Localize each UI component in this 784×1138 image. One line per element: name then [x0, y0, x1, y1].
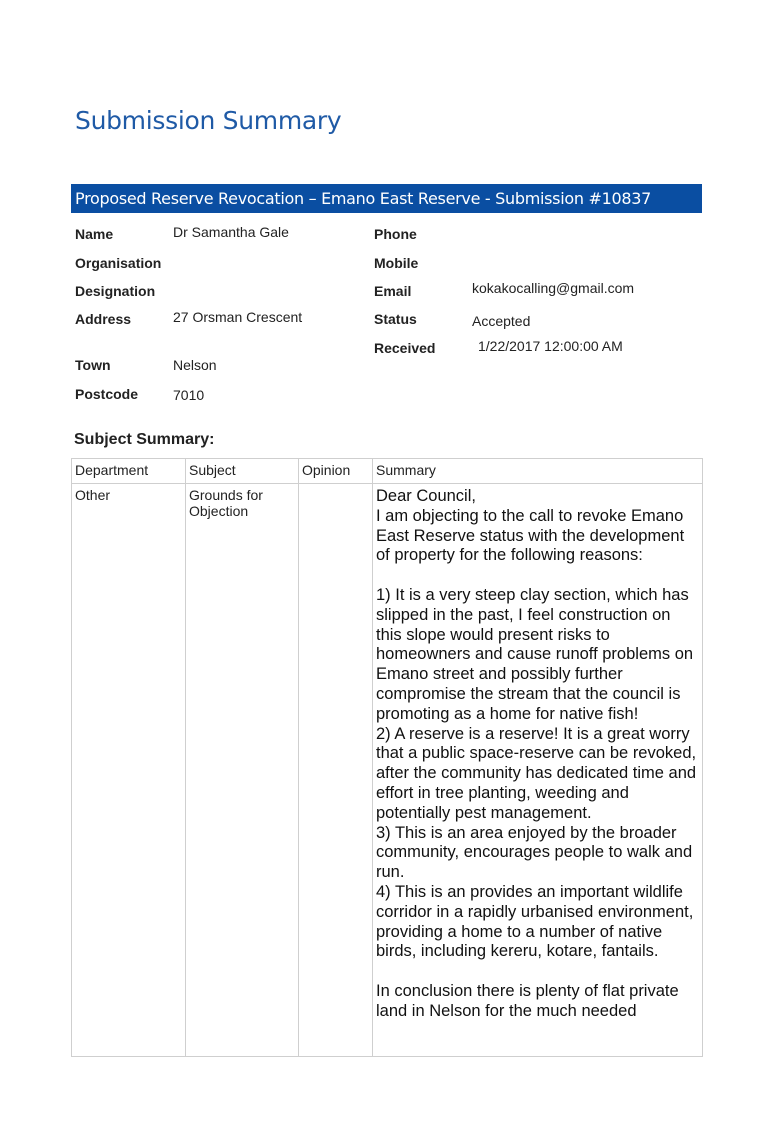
email-label: Email — [374, 283, 412, 299]
postcode-label: Postcode — [75, 386, 139, 402]
mobile-label: Mobile — [374, 255, 419, 271]
opinion-cell — [299, 484, 373, 1057]
email-value: kokakocalling@gmail.com — [472, 280, 635, 296]
address-label: Address — [75, 311, 132, 327]
organisation-label: Organisation — [75, 255, 162, 271]
address-value: 27 Orsman Crescent — [173, 309, 303, 325]
department-cell: Other — [72, 484, 186, 1057]
summary-paragraph: I am objecting to the call to revoke Emano East Reserve status with the development of property for the following reasons: — [376, 506, 685, 565]
town-value: Nelson — [173, 357, 217, 373]
table-header-row — [72, 459, 703, 484]
column-header-subject: Subject — [186, 459, 299, 484]
subject-summary-heading: Subject Summary: — [74, 431, 215, 448]
phone-label: Phone — [374, 226, 417, 242]
received-label: Received — [374, 340, 436, 356]
submission-banner: Proposed Reserve Revocation – Emano East Reserve - Submission #10837 — [71, 184, 702, 213]
paragraph-gap — [376, 962, 699, 982]
summary-paragraph: Dear Council, — [376, 487, 476, 505]
paragraph-gap — [376, 566, 699, 586]
column-header-opinion: Opinion — [299, 459, 373, 484]
subject-cell: Grounds for Objection — [186, 484, 299, 1057]
town-label: Town — [75, 357, 111, 373]
designation-label: Designation — [75, 283, 156, 299]
summary-text — [376, 487, 699, 1053]
status-label: Status — [374, 311, 417, 327]
summary-paragraph: 4) This is an provides an important wildlife corridor in a rapidly urbanised environment, providing a home to a number of native birds, including kereru, kotare, fantails. — [376, 882, 694, 961]
summary-paragraph: In conclusion there is plenty of flat private land in Nelson for the much needed — [376, 981, 679, 1020]
column-header-summary: Summary — [373, 459, 703, 484]
table-row — [72, 484, 703, 1057]
status-value: Accepted — [472, 313, 531, 329]
summary-paragraph: 1) It is a very steep clay section, which has slipped in the past, I feel construction on this slope would present risks to homeowners and cause runoff problems on Emano street and possibly further compromise the stream that the council is promoting as a home for native fish! — [376, 585, 694, 723]
summary-paragraph: 2) A reserve is a reserve! It is a great worry that a public space-reserve can be revoked, after the community has dedicated time and effort in tree planting, weeding and potentially pest management. — [376, 724, 697, 822]
summary-paragraph: 3) This is an area enjoyed by the broader community, encourages people to walk and run. — [376, 823, 693, 882]
received-value: 1/22/2017 12:00:00 AM — [478, 338, 623, 354]
column-header-department: Department — [72, 459, 186, 484]
name-label: Name — [75, 226, 114, 242]
summary-cell — [373, 484, 703, 1057]
page-title: Submission Summary — [75, 106, 342, 135]
name-value: Dr Samantha Gale — [173, 224, 289, 240]
postcode-value: 7010 — [173, 387, 205, 403]
subject-summary-table — [71, 458, 703, 1057]
